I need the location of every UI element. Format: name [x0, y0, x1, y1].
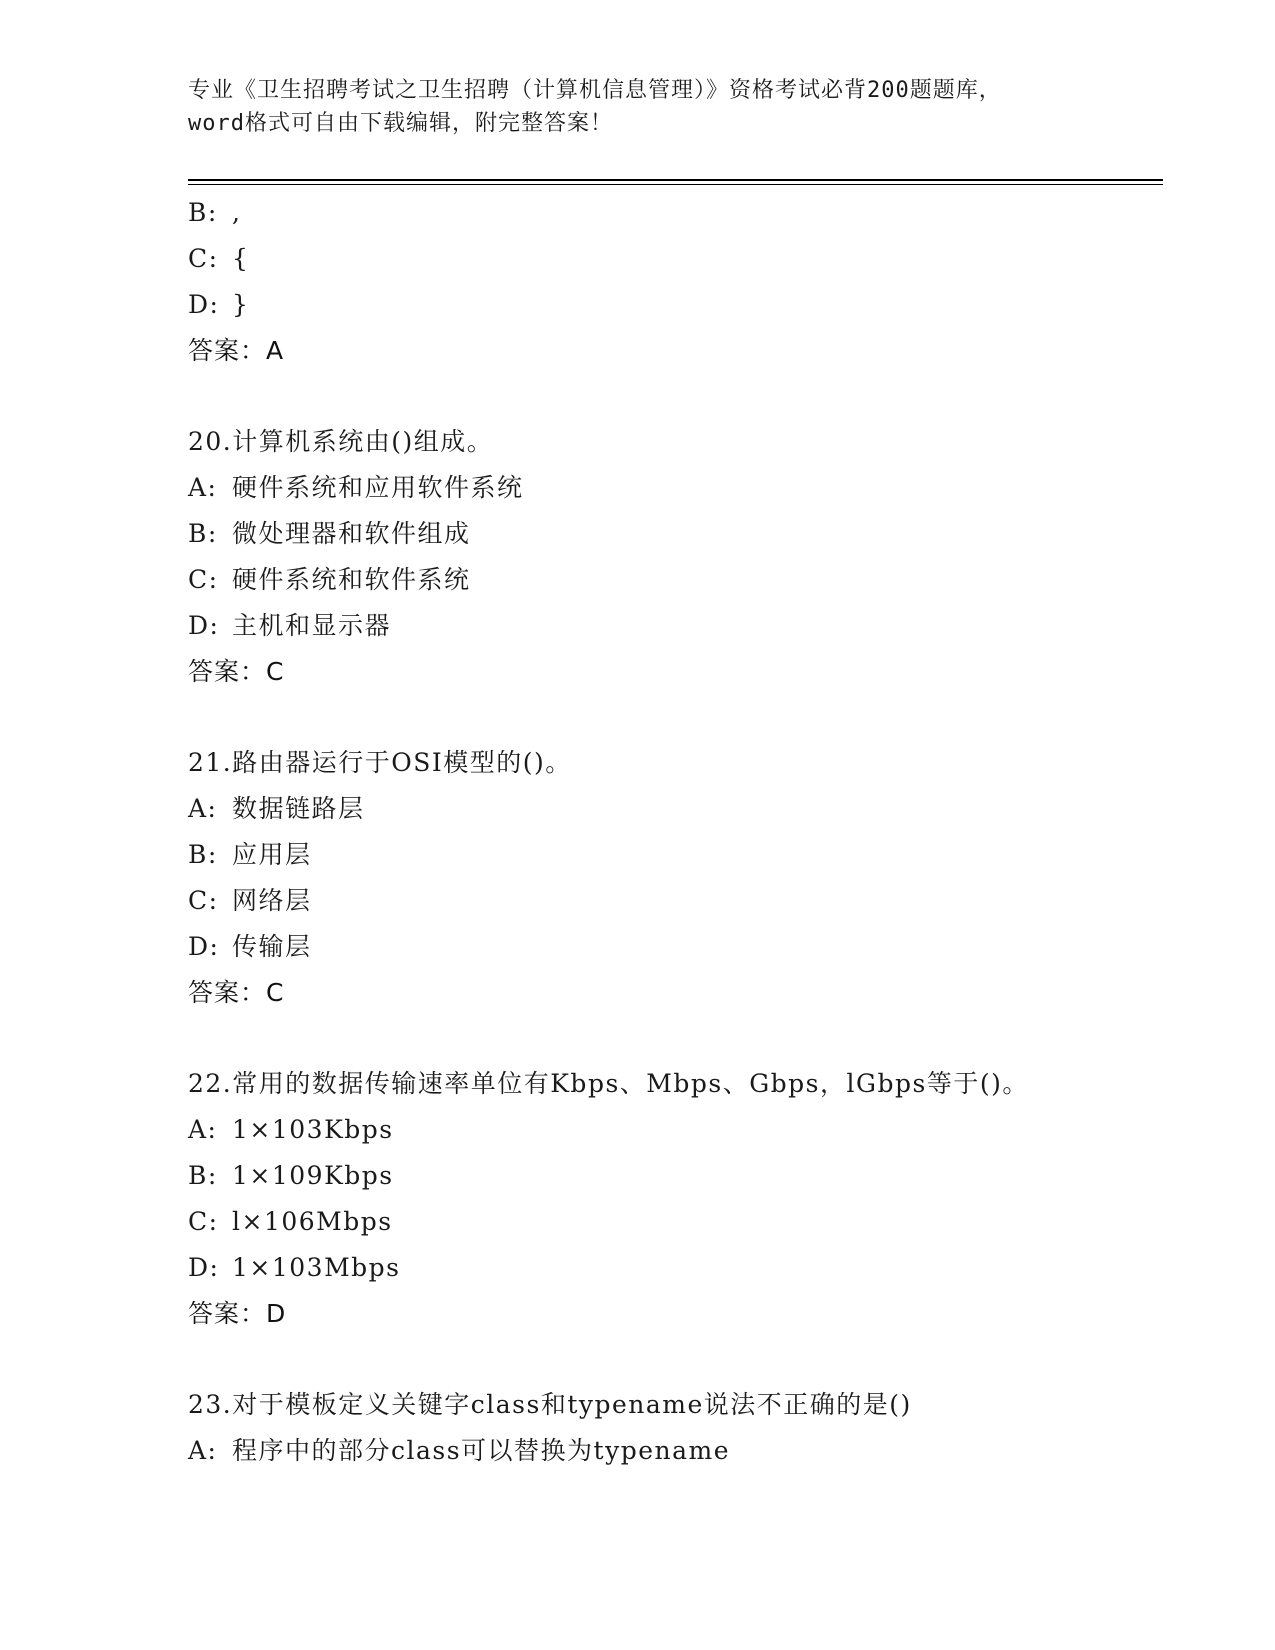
header-line-2: word格式可自由下载编辑，附完整答案！ [188, 111, 613, 136]
question-stem: 20.计算机系统由()组成。 [188, 427, 494, 456]
option-a [188, 786, 1163, 832]
option-text: { [232, 244, 250, 273]
answer-line: 答案：C [188, 978, 285, 1007]
header-divider-thick [188, 179, 1163, 181]
option-d [188, 924, 1163, 970]
header-divider-thin [188, 184, 1163, 185]
option-text: 1×103Mbps [232, 1253, 401, 1282]
question-21 [188, 740, 1163, 1016]
option-label: D: [188, 1253, 220, 1282]
option-text: l×106Mbps [232, 1207, 393, 1236]
option-text: 应用层 [232, 840, 312, 869]
option-text: 主机和显示器 [232, 611, 392, 640]
option-text: 微处理器和软件组成 [232, 519, 471, 548]
question-stem: 22.常用的数据传输速率单位有Kbps、Mbps、Gbps，lGbps等于()。 [188, 1069, 1029, 1098]
option-d [188, 282, 1163, 328]
option-text: , [232, 198, 242, 227]
document-header [188, 74, 1088, 140]
option-c [188, 557, 1163, 603]
question-22 [188, 1061, 1163, 1337]
option-label: D: [188, 932, 220, 961]
option-c [188, 1199, 1163, 1245]
option-text: 程序中的部分class可以替换为typename [232, 1436, 731, 1465]
question-stem: 21.路由器运行于OSI模型的()。 [188, 748, 572, 777]
option-label: C: [188, 886, 219, 915]
option-label: A: [188, 473, 218, 502]
option-label: B: [188, 1161, 218, 1190]
option-label: A: [188, 1436, 218, 1465]
option-label: C: [188, 565, 219, 594]
option-label: C: [188, 244, 219, 273]
option-b [188, 832, 1163, 878]
option-c [188, 236, 1163, 282]
question-stem: 23.对于模板定义关键字class和typename说法不正确的是() [188, 1390, 912, 1419]
option-label: B: [188, 840, 218, 869]
option-text: 硬件系统和软件系统 [232, 565, 471, 594]
option-text: 网络层 [232, 886, 312, 915]
question-19-continued [188, 190, 1163, 374]
option-text: } [232, 290, 250, 319]
option-text: 1×103Kbps [232, 1115, 394, 1144]
question-list [188, 190, 1163, 1474]
option-b [188, 1153, 1163, 1199]
question-23 [188, 1382, 1163, 1474]
question-20 [188, 419, 1163, 695]
option-a [188, 1107, 1163, 1153]
option-text: 传输层 [232, 932, 312, 961]
option-text: 1×109Kbps [232, 1161, 394, 1190]
option-label: C: [188, 1207, 219, 1236]
option-b [188, 190, 1163, 236]
option-label: D: [188, 290, 220, 319]
option-b [188, 511, 1163, 557]
option-d [188, 603, 1163, 649]
option-label: A: [188, 794, 218, 823]
option-text: 硬件系统和应用软件系统 [232, 473, 524, 502]
option-a [188, 465, 1163, 511]
answer-line: 答案：A [188, 336, 285, 365]
option-c [188, 878, 1163, 924]
header-line-1: 专业《卫生招聘考试之卫生招聘（计算机信息管理）》资格考试必背200题题库， [188, 78, 1002, 103]
option-d [188, 1245, 1163, 1291]
option-label: D: [188, 611, 220, 640]
option-label: B: [188, 198, 218, 227]
answer-line: 答案：C [188, 657, 285, 686]
option-text: 数据链路层 [232, 794, 365, 823]
option-label: B: [188, 519, 218, 548]
option-label: A: [188, 1115, 218, 1144]
option-a [188, 1428, 1163, 1474]
answer-line: 答案：D [188, 1299, 287, 1328]
